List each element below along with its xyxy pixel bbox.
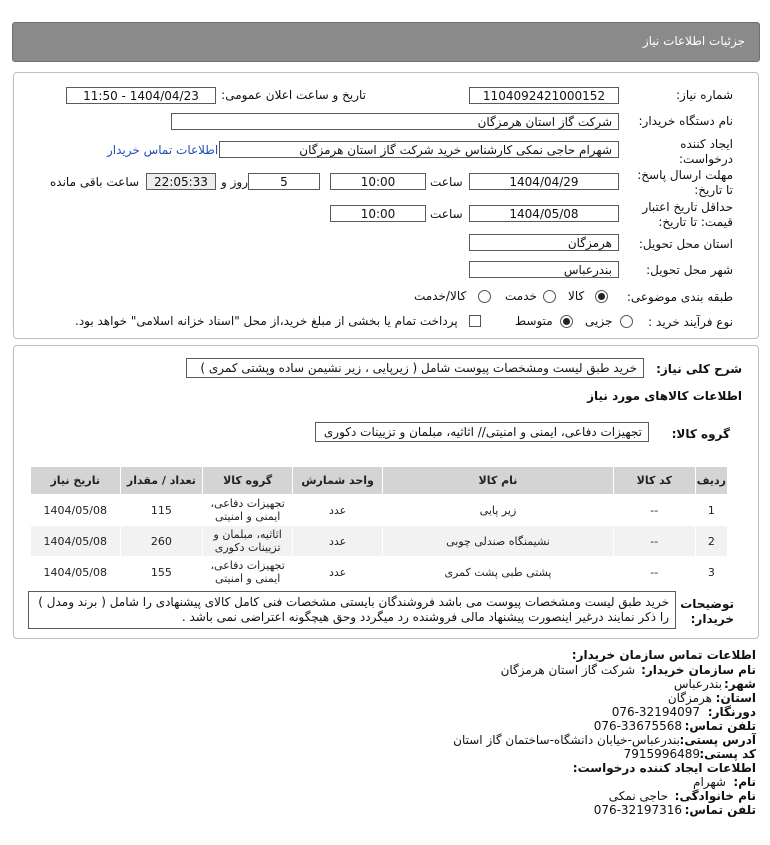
desc-field: خرید طبق لیست ومشخصات پیوست شامل ( زیرپایی ، زیر نشیمن ساده وپشتی کمری ) <box>186 358 644 378</box>
province-field: هرمزگان <box>469 234 619 251</box>
goods-group-field: تجهیزات دفاعی، ایمنی و امنیتی// اثاثیه، مبلمان و تزیینات دکوری <box>315 422 649 442</box>
creator-phone: 076-32197316 <box>593 803 682 817</box>
cell-index: 3 <box>695 557 727 588</box>
contact-fax-label: دورنگار: <box>707 705 756 719</box>
col-index: ردیف <box>695 467 727 495</box>
goods-table <box>30 466 728 588</box>
contact-province-label: استان: <box>715 691 756 705</box>
validity-date-field: 1404/05/08 <box>469 205 619 222</box>
remaining-time-field: 22:05:33 <box>146 173 216 190</box>
cell-qty: 115 <box>120 495 203 526</box>
reply-date-field: 1404/04/29 <box>469 173 619 190</box>
cell-qty: 155 <box>120 557 203 588</box>
cell-group: تجهیزات دفاعی، ایمنی و امنیتی <box>203 557 293 588</box>
category-label: طبقه بندی موضوعی: <box>626 290 733 304</box>
purchase-minor-radio[interactable] <box>620 315 633 328</box>
contact-city-label: شهر: <box>724 677 756 691</box>
notes-text: خرید طبق لیست ومشخصات پیوست می باشد فروشندگان بایستی مشخصات فنی کامل کالای پیشنهادی را شامل ( برند ومدل ) را ذکر نمایند درغیر اینصورت پیشنهاد مالی فروشنده رد میگردد وحق هیچگونه اعتراضی نمی باشد . <box>38 595 669 624</box>
cell-unit: عدد <box>293 526 383 557</box>
city-field: بندرعباس <box>469 261 619 278</box>
page-title: جزئیات اطلاعات نیاز <box>642 34 745 48</box>
creator-name: شهرام <box>693 775 726 789</box>
cell-qty: 260 <box>120 526 203 557</box>
cell-date: 1404/05/08 <box>31 495 121 526</box>
notes-box <box>28 591 676 629</box>
buyer-org-label: نام دستگاه خریدار: <box>638 114 733 128</box>
remaining-time-label: ساعت باقی مانده <box>50 175 140 189</box>
purchase-medium-radio[interactable] <box>560 315 573 328</box>
contact-phone-label: تلفن تماس: <box>684 719 756 733</box>
contact-postal: 7915996489 <box>623 747 700 761</box>
announce-label: تاریخ و ساعت اعلان عمومی: <box>221 88 366 102</box>
validity-time-field: 10:00 <box>330 205 426 222</box>
contact-address-label: آدرس پستی: <box>679 733 756 747</box>
cell-unit: عدد <box>293 495 383 526</box>
category-service-label: خدمت <box>505 289 537 303</box>
treasury-checkbox[interactable] <box>469 315 481 327</box>
creator-label-1: ایجاد کننده <box>680 137 733 151</box>
creator-name-label: نام: <box>733 775 756 789</box>
cell-index: 2 <box>695 526 727 557</box>
page-header <box>12 22 760 62</box>
cell-code: -- <box>613 557 695 588</box>
notes-label-1: توضیحات <box>680 597 734 611</box>
col-date: تاریخ نیاز <box>31 467 121 495</box>
category-goods-label: کالا <box>568 289 585 303</box>
contact-city: بندرعباس <box>673 677 722 691</box>
creator-family-label: نام خانوادگی: <box>674 789 756 803</box>
category-goods-service-radio[interactable] <box>478 290 491 303</box>
buyer-org-field: شرکت گاز استان هرمزگان <box>171 113 619 130</box>
category-service-radio[interactable] <box>543 290 556 303</box>
category-goods-service-label: کالا/خدمت <box>414 289 467 303</box>
table-row <box>31 557 728 588</box>
validity-label-2: قیمت: تا تاریخ: <box>658 215 733 229</box>
need-number-field: 1104092421000152 <box>469 87 619 104</box>
creator-phone-label: تلفن تماس: <box>684 803 756 817</box>
announce-field: 1404/04/23 - 11:50 <box>66 87 216 104</box>
reply-deadline-label-1: مهلت ارسال پاسخ: <box>637 168 733 182</box>
col-name: نام کالا <box>383 467 614 495</box>
reply-time-label: ساعت <box>430 175 463 189</box>
cell-name: زیر پایی <box>383 495 614 526</box>
purchase-minor-label: جزیی <box>585 314 613 328</box>
col-unit: واحد شمارش <box>293 467 383 495</box>
cell-code: -- <box>613 495 695 526</box>
cell-code: -- <box>613 526 695 557</box>
cell-unit: عدد <box>293 557 383 588</box>
need-number-label: شماره نیاز: <box>676 88 733 102</box>
buyer-contact-link[interactable]: اطلاعات تماس خریدار <box>107 143 219 157</box>
goods-group-label: گروه کالا: <box>671 427 730 441</box>
validity-label-1: حداقل تاریخ اعتبار <box>642 200 733 214</box>
purchase-medium-label: متوسط <box>515 314 553 328</box>
cell-name: نشیمنگاه صندلی چوبی <box>383 526 614 557</box>
creator-field: شهرام حاجی نمکی کارشناس خرید شرکت گاز استان هرمزگان <box>219 141 619 158</box>
cell-name: پشتی طبی پشت کمری <box>383 557 614 588</box>
reply-time-field: 10:00 <box>330 173 426 190</box>
contact-org-label: نام سازمان خریدار: <box>641 663 756 677</box>
creator-info-title: اطلاعات ایجاد کننده درخواست: <box>572 761 756 775</box>
table-row <box>31 526 728 557</box>
contact-org: شرکت گاز استان هرمزگان <box>500 663 635 677</box>
validity-time-label: ساعت <box>430 207 463 221</box>
desc-label: شرح کلی نیاز: <box>656 362 742 376</box>
cell-group: اثاثیه، مبلمان و تزیینات دکوری <box>203 526 293 557</box>
table-header-row <box>31 467 728 495</box>
creator-family: حاجی نمکی <box>608 789 668 803</box>
cell-date: 1404/05/08 <box>31 526 121 557</box>
notes-label-2: خریدار: <box>690 612 734 626</box>
contact-address: بندرعباس-خیابان دانشگاه-ساختمان گاز استان <box>453 733 680 747</box>
contact-title: اطلاعات تماس سازمان خریدار: <box>571 648 756 662</box>
col-code: کد کالا <box>613 467 695 495</box>
cell-index: 1 <box>695 495 727 526</box>
province-label: استان محل تحویل: <box>638 237 733 251</box>
cell-group: تجهیزات دفاعی، ایمنی و امنیتی <box>203 495 293 526</box>
table-row <box>31 495 728 526</box>
contact-province: هرمزگان <box>667 691 712 705</box>
col-qty: تعداد / مقدار <box>120 467 203 495</box>
goods-info-title: اطلاعات کالاهای مورد نیاز <box>587 389 742 403</box>
category-goods-radio[interactable] <box>595 290 608 303</box>
col-group: گروه کالا <box>203 467 293 495</box>
contact-fax: 076-32194097 <box>611 705 700 719</box>
contact-phone: 076-33675568 <box>593 719 682 733</box>
reply-deadline-label-2: تا تاریخ: <box>694 183 733 197</box>
creator-label-2: درخواست: <box>679 152 733 166</box>
days-label: روز و <box>221 175 248 189</box>
contact-postal-label: کد پستی: <box>699 747 756 761</box>
cell-date: 1404/05/08 <box>31 557 121 588</box>
treasury-note: پرداخت تمام یا بخشی از مبلغ خرید،از محل "اسناد خزانه اسلامی" خواهد بود. <box>75 314 458 328</box>
purchase-type-label: نوع فرآیند خرید : <box>648 315 733 329</box>
days-field: 5 <box>248 173 320 190</box>
city-label: شهر محل تحویل: <box>646 263 733 277</box>
